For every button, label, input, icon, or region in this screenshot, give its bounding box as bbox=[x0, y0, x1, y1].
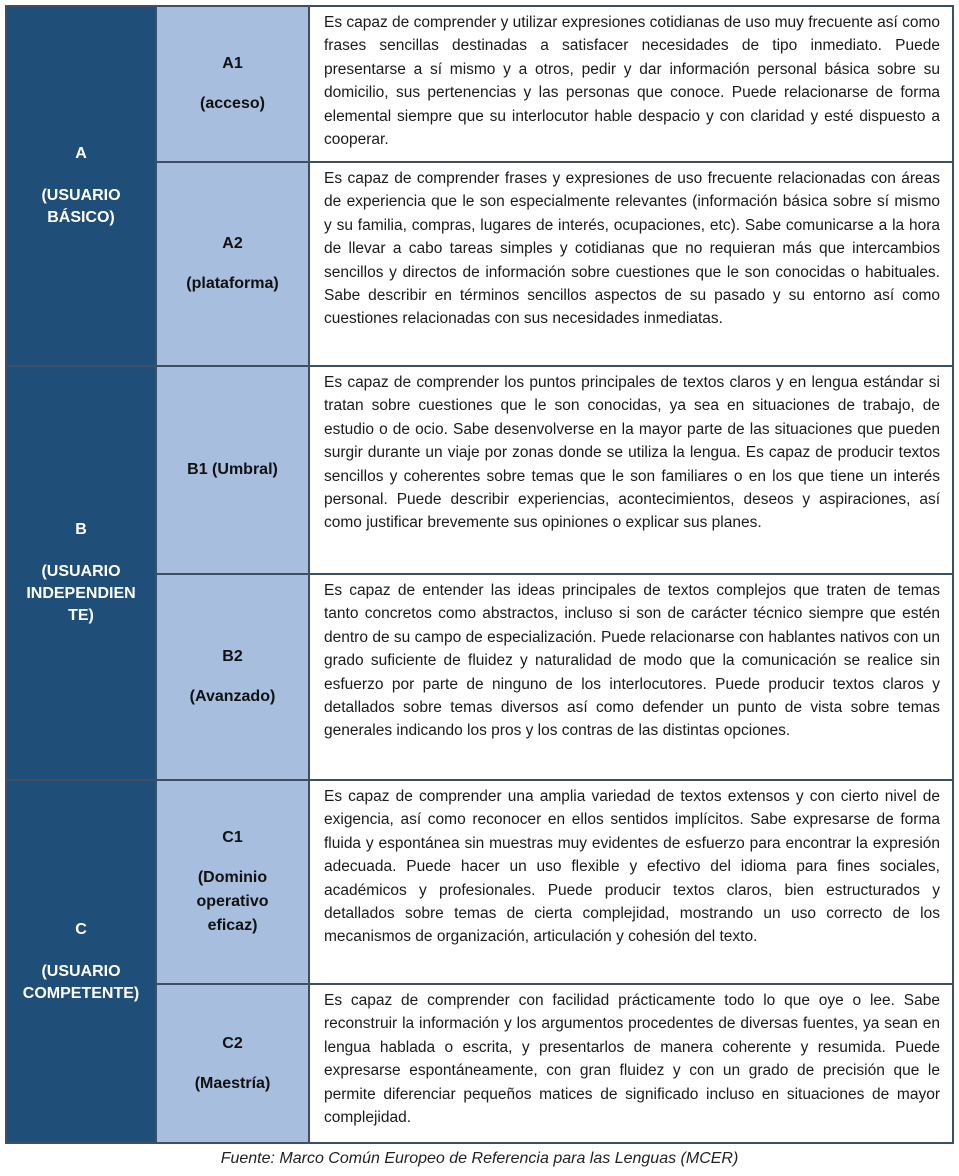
description-cell-b2 bbox=[310, 575, 952, 779]
level-code: A1 bbox=[222, 55, 243, 72]
level-code: B2 bbox=[222, 648, 243, 665]
level-subtitle: (Maestría) bbox=[194, 1074, 271, 1092]
level-subtitle: (Dominio operativo eficaz) bbox=[196, 869, 269, 934]
level-code: A2 bbox=[222, 235, 243, 252]
source-caption: Fuente: Marco Común Europeo de Referencia para las Lenguas (MCER) bbox=[220, 1150, 739, 1167]
group-name: (USUARIO INDEPENDIEN TE) bbox=[26, 563, 136, 624]
level-cell-a1 bbox=[157, 7, 308, 161]
group-cell-c bbox=[7, 781, 155, 1142]
group-code: B bbox=[75, 521, 87, 538]
group-cell-b bbox=[7, 367, 155, 779]
level-subtitle: (plataforma) bbox=[186, 275, 279, 292]
description-cell-a1 bbox=[310, 7, 952, 161]
level-description: Es capaz de comprender frases y expresiones de uso frecuente relacionadas con áreas de experiencia que le son especialmente relevantes (información básica sobre sí mismo y su familia, compras, lugares de interés, ocupaciones, etc). Sabe comunicarse a la hora de llevar a cabo tareas simples y cotidianas que no requieran más que intercambios sencillos y directos de información sobre cuestiones que le son conocidas o habituales. Sabe describir en términos sencillos aspectos de su pasado y su entorno así como cuestiones relacionadas con sus necesidades inmediatas. bbox=[324, 170, 940, 328]
level-subtitle: (Avanzado) bbox=[189, 688, 276, 705]
level-code: C1 bbox=[222, 829, 243, 846]
group-name: (USUARIO COMPETENTE) bbox=[22, 962, 140, 1002]
level-cell-b1 bbox=[157, 367, 308, 573]
cefr-table bbox=[5, 5, 954, 1144]
description-cell-a2 bbox=[310, 163, 952, 365]
level-cell-a2 bbox=[157, 163, 308, 365]
level-code: C2 bbox=[222, 1034, 243, 1052]
level-description: Es capaz de comprender los puntos principales de textos claros y en lengua estándar si tratan sobre cuestiones que le son conocidas, ya sea en situaciones de trabajo, de estudio o de ocio. Sabe desenvolverse en la mayor parte de las situaciones que pueden surgir durante un viaje por zonas donde se utiliza la lengua. Es capaz de producir textos sencillos y coherentes sobre temas que le son familiares o en los que tiene un interés personal. Puede describir experiencias, acontecimientos, deseos y aspiraciones, así como justificar brevemente sus opiniones o explicar sus planes. bbox=[324, 374, 940, 532]
level-cell-c1 bbox=[157, 781, 308, 983]
level-subtitle: (acceso) bbox=[200, 95, 265, 112]
level-description: Es capaz de comprender con facilidad prácticamente todo lo que oye o lee. Sabe reconstruir la información y los argumentos procedentes de diversas fuentes, ya sean en lengua hablada o escrita, y presentarlos de manera coherente y resumida. Puede expresarse espontáneamente, con gran fluidez y con un grado de precisión que le permite diferenciar pequeños matices de significado incluso en situaciones de mayor complejidad. bbox=[324, 992, 940, 1127]
level-cell-b2 bbox=[157, 575, 308, 779]
group-code: C bbox=[75, 920, 87, 938]
level-description: Es capaz de entender las ideas principales de textos complejos que traten de temas tanto concretos como abstractos, incluso si son de carácter técnico siempre que estén dentro de su campo de especialización. Puede relacionarse con hablantes nativos con un grado suficiente de fluidez y naturalidad de modo que la comunicación se realice sin esfuerzo por parte de ninguno de los interlocutores. Puede producir textos claros y detallados sobre temas diversos así como defender un punto de vista sobre temas generales indicando los pros y los contras de las distintas opciones. bbox=[324, 582, 940, 740]
level-description: Es capaz de comprender una amplia variedad de textos extensos y con cierto nivel de exigencia, así como reconocer en ellos sentidos implícitos. Sabe expresarse de forma fluida y espontánea sin muestras muy evidentes de esfuerzo para encontrar la expresión adecuada. Puede hacer un uso flexible y efectivo del idioma para fines sociales, académicos y profesionales. Puede producir textos claros, bien estructurados y detallados sobre temas de cierta complejidad, mostrando un uso correcto de los mecanismos de organización, articulación y cohesión del texto. bbox=[324, 788, 940, 946]
group-name: (USUARIO BÁSICO) bbox=[41, 187, 121, 226]
group-code: A bbox=[75, 145, 87, 162]
description-cell-c1 bbox=[310, 781, 952, 983]
description-cell-b1 bbox=[310, 367, 952, 573]
level-cell-c2 bbox=[157, 985, 308, 1142]
group-cell-a bbox=[7, 7, 155, 365]
level-subtitle: B1 (Umbral) bbox=[187, 461, 278, 478]
description-cell-c2 bbox=[310, 985, 952, 1142]
level-description: Es capaz de comprender y utilizar expresiones cotidianas de uso muy frecuente así como frases sencillas destinadas a satisfacer necesidades de tipo inmediato. Puede presentarse a sí mismo y a otros, pedir y dar información personal básica sobre su domicilio, sus pertenencias y las personas que conoce. Puede relacionarse de forma elemental siempre que su interlocutor hable despacio y con claridad y esté dispuesto a cooperar. bbox=[324, 14, 941, 149]
